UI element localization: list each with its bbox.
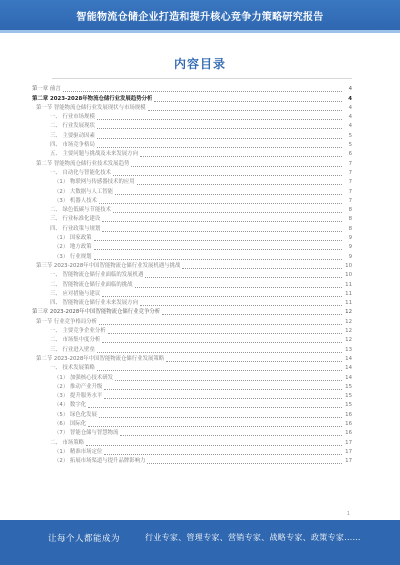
toc-entry-page: 6: [348, 151, 352, 158]
toc-leader-dots: [97, 128, 342, 129]
toc-entry-label: 三、 主要驱动因素: [50, 132, 95, 139]
toc-entry-page: 14: [345, 374, 352, 381]
toc-entry-page: 13: [345, 346, 352, 353]
toc-entry[interactable]: [32, 392, 352, 401]
toc-entry-page: 16: [345, 420, 352, 427]
toc-entry[interactable]: [32, 373, 352, 382]
toc-entry-page: 17: [345, 458, 352, 465]
table-of-contents: [32, 85, 352, 466]
toc-leader-dots: [99, 203, 342, 204]
toc-entry-page: 12: [345, 318, 352, 325]
toc-entry-label: （6） 国际化: [54, 420, 87, 427]
toc-entry[interactable]: [32, 383, 352, 392]
toc-entry-label: 第一节 行业竞争格局分析: [36, 318, 98, 325]
toc-entry-page: 12: [345, 309, 352, 316]
footer-roles: 行业专家、管理专家、营销专家、战略专家、政策专家……: [145, 533, 361, 542]
toc-entry[interactable]: [32, 410, 352, 419]
toc-title-divider: [52, 78, 352, 79]
toc-entry[interactable]: [32, 290, 352, 299]
toc-entry[interactable]: [32, 438, 352, 447]
toc-entry-page: 12: [345, 337, 352, 344]
toc-entry[interactable]: [32, 159, 352, 168]
toc-entry-label: （2） 推动产业升级: [54, 383, 103, 390]
toc-entry[interactable]: [32, 429, 352, 438]
toc-entry-page: 11: [345, 290, 352, 297]
toc-entry[interactable]: [32, 271, 352, 280]
toc-entry-label: （1） 加强核心技术研发: [54, 374, 114, 381]
toc-entry-label: （3） 提升服务水平: [54, 393, 103, 400]
page-number: 1: [346, 511, 350, 517]
toc-entry[interactable]: [32, 131, 352, 140]
toc-entry-page: 15: [345, 383, 352, 390]
toc-entry-label: 四、 行业政策与规划: [50, 225, 101, 232]
toc-entry[interactable]: [32, 327, 352, 336]
toc-entry-page: 7: [348, 160, 352, 167]
toc-entry-page: 9: [348, 235, 352, 242]
toc-entry-page: 8: [348, 225, 352, 232]
toc-entry-label: 第二节 2023-2028年中国智能物流仓储行业发展策略: [36, 355, 165, 362]
report-header: [0, 0, 400, 30]
toc-title: 内容目录: [173, 57, 226, 71]
toc-entry-page: 14: [345, 355, 352, 362]
toc-leader-dots: [63, 91, 342, 92]
toc-entry-page: 4: [348, 114, 352, 121]
toc-entry-label: 二、 绿色低碳与节能技术: [50, 207, 112, 214]
toc-leader-dots: [120, 435, 342, 436]
toc-entry-label: 三、 应对措施与建议: [50, 290, 101, 297]
toc-leader-dots: [86, 445, 342, 446]
toc-leader-dots: [108, 333, 342, 334]
toc-leader-dots: [94, 259, 343, 260]
toc-entry[interactable]: [32, 280, 352, 289]
toc-leader-dots: [140, 305, 342, 306]
toc-entry[interactable]: [32, 234, 352, 243]
toc-entry-page: 17: [345, 439, 352, 446]
footer-slogan: 让每个人都能成为: [48, 534, 121, 544]
toc-entry-label: 一、 技术发展策略: [50, 365, 95, 372]
toc-entry-page: 7: [348, 197, 352, 204]
toc-entry-page: 5: [348, 142, 352, 149]
toc-entry-page: 4: [348, 95, 352, 102]
toc-leader-dots: [104, 398, 342, 399]
toc-leader-dots: [154, 101, 342, 102]
toc-entry[interactable]: [32, 317, 352, 326]
toc-entry-label: 二、 智能物流仓储行业面临的挑战: [50, 281, 133, 288]
toc-entry-page: 9: [348, 244, 352, 251]
footer-banner: [0, 520, 400, 565]
toc-entry[interactable]: [32, 308, 352, 317]
toc-leader-dots: [148, 110, 342, 111]
toc-entry-label: （2） 拓展市场渠道与提升品牌影响力: [54, 458, 146, 465]
toc-leader-dots: [99, 324, 342, 325]
toc-entry[interactable]: [32, 364, 352, 373]
toc-entry[interactable]: [32, 141, 352, 150]
toc-entry[interactable]: [32, 457, 352, 466]
toc-entry-label: 第二节 智能物流仓储行业技术发展趋势: [36, 160, 130, 167]
toc-entry[interactable]: [32, 197, 352, 206]
toc-entry-label: （3） 行业规划: [54, 253, 92, 260]
toc-entry-label: 五、 主要问题与挑战及未来发展方向: [50, 151, 138, 158]
toc-entry[interactable]: [32, 355, 352, 364]
toc-entry-page: 5: [348, 132, 352, 139]
toc-entry[interactable]: [32, 85, 352, 94]
toc-entry[interactable]: [32, 420, 352, 429]
toc-entry-page: 11: [345, 281, 352, 288]
toc-entry-page: 16: [345, 430, 352, 437]
toc-leader-dots: [145, 277, 342, 278]
toc-entry-page: 4: [348, 104, 352, 111]
toc-entry-label: 二、 市场策略: [50, 439, 85, 446]
toc-entry-label: （1） 国家政策: [54, 235, 92, 242]
toc-entry-label: 一、 智能物流仓储行业面临的发展机遇: [50, 272, 144, 279]
toc-entry-page: 17: [345, 448, 352, 455]
toc-entry-label: 第三节 2023-2028年中国智能物流仓储行业发展机遇与挑战: [36, 262, 181, 269]
toc-entry[interactable]: [32, 104, 352, 113]
toc-entry-page: 9: [348, 253, 352, 260]
toc-leader-dots: [113, 175, 342, 176]
toc-leader-dots: [131, 166, 342, 167]
toc-entry[interactable]: [32, 122, 352, 131]
toc-entry-page: 15: [345, 402, 352, 409]
toc-entry-page: 7: [348, 169, 352, 176]
toc-entry[interactable]: [32, 178, 352, 187]
toc-entry[interactable]: [32, 252, 352, 261]
toc-leader-dots: [102, 231, 342, 232]
toc-leader-dots: [135, 287, 342, 288]
toc-entry[interactable]: [32, 215, 352, 224]
toc-leader-dots: [182, 268, 342, 269]
toc-entry-page: 14: [345, 365, 352, 372]
toc-leader-dots: [97, 370, 342, 371]
toc-leader-dots: [97, 138, 342, 139]
toc-leader-dots: [115, 380, 342, 381]
toc-entry[interactable]: [32, 113, 352, 122]
toc-entry-label: 第二章 2023-2028年物流仓储行业发展趋势分析: [32, 95, 153, 102]
toc-leader-dots: [140, 156, 342, 157]
toc-entry[interactable]: [32, 169, 352, 178]
toc-entry[interactable]: [32, 94, 352, 103]
toc-entry[interactable]: [32, 448, 352, 457]
toc-entry-page: 10: [345, 262, 352, 269]
toc-entry[interactable]: [32, 206, 352, 215]
toc-leader-dots: [166, 361, 342, 362]
toc-entry-label: 三、 行业进入壁垒: [50, 346, 95, 353]
toc-leader-dots: [102, 342, 342, 343]
toc-entry-label: 第三章 2023-2028年中国智能物流仓储行业竞争分析: [32, 309, 161, 316]
toc-entry-label: 二、 市场集中度分析: [50, 337, 101, 344]
toc-entry[interactable]: [32, 150, 352, 159]
toc-leader-dots: [162, 314, 342, 315]
toc-leader-dots: [115, 194, 342, 195]
toc-entry-label: （2） 大数据与人工智能: [54, 188, 114, 195]
toc-entry-page: 10: [345, 272, 352, 279]
toc-entry-label: 四、 智能物流仓储行业未来发展方向: [50, 300, 138, 307]
toc-leader-dots: [113, 212, 342, 213]
toc-entry-label: 二、 行业发展现状: [50, 123, 95, 130]
toc-entry[interactable]: [32, 262, 352, 271]
toc-entry-label: （1） 精准市场定位: [54, 448, 103, 455]
toc-leader-dots: [99, 417, 342, 418]
toc-entry-label: 三、 行业标准化建设: [50, 216, 101, 223]
toc-entry-label: 第一节 智能物流仓储行业发展现状与市场规模: [36, 104, 146, 111]
toc-leader-dots: [94, 240, 343, 241]
toc-leader-dots: [97, 352, 342, 353]
toc-entry-page: 11: [345, 300, 352, 307]
toc-entry-page: 4: [348, 123, 352, 130]
toc-entry-page: 4: [348, 86, 352, 93]
toc-leader-dots: [104, 454, 342, 455]
toc-entry-label: 第一章 前言: [32, 86, 61, 93]
toc-entry-label: （4） 数字化: [54, 402, 87, 409]
toc-entry-page: 7: [348, 188, 352, 195]
toc-entry-page: 12: [345, 328, 352, 335]
toc-leader-dots: [102, 221, 342, 222]
toc-entry-label: （5） 绿色化发展: [54, 411, 97, 418]
toc-entry[interactable]: [32, 345, 352, 354]
toc-leader-dots: [147, 463, 342, 464]
toc-entry-page: 15: [345, 393, 352, 400]
toc-entry-label: 四、 市场竞争格局: [50, 142, 95, 149]
toc-entry-label: 一、 自动化与智能化技术: [50, 169, 112, 176]
toc-entry[interactable]: [32, 224, 352, 233]
toc-entry-page: 7: [348, 179, 352, 186]
toc-entry-label: （1） 物联网与传感器技术的应用: [54, 179, 135, 186]
toc-entry[interactable]: [32, 243, 352, 252]
toc-entry-label: （3） 机器人技术: [54, 197, 97, 204]
toc-leader-dots: [97, 119, 342, 120]
toc-leader-dots: [104, 389, 342, 390]
toc-entry[interactable]: [32, 187, 352, 196]
toc-entry-label: （2） 地方政策: [54, 244, 92, 251]
toc-entry[interactable]: [32, 336, 352, 345]
toc-leader-dots: [94, 249, 343, 250]
toc-entry-label: （7） 智能仓储与智慧物流: [54, 430, 119, 437]
toc-entry-page: 8: [348, 216, 352, 223]
toc-entry-page: 8: [348, 207, 352, 214]
toc-entry[interactable]: [32, 299, 352, 308]
toc-entry-label: 一、 行业市场规模: [50, 114, 95, 121]
toc-leader-dots: [137, 184, 342, 185]
toc-leader-dots: [102, 296, 342, 297]
toc-leader-dots: [88, 426, 342, 427]
toc-entry-label: 一、 主要竞争企业分析: [50, 328, 106, 335]
toc-leader-dots: [88, 407, 342, 408]
report-title: 智能物流仓储企业打造和提升核心竞争力策略研究报告: [76, 11, 324, 23]
toc-entry-page: 16: [345, 411, 352, 418]
toc-leader-dots: [97, 147, 342, 148]
toc-entry[interactable]: [32, 401, 352, 410]
